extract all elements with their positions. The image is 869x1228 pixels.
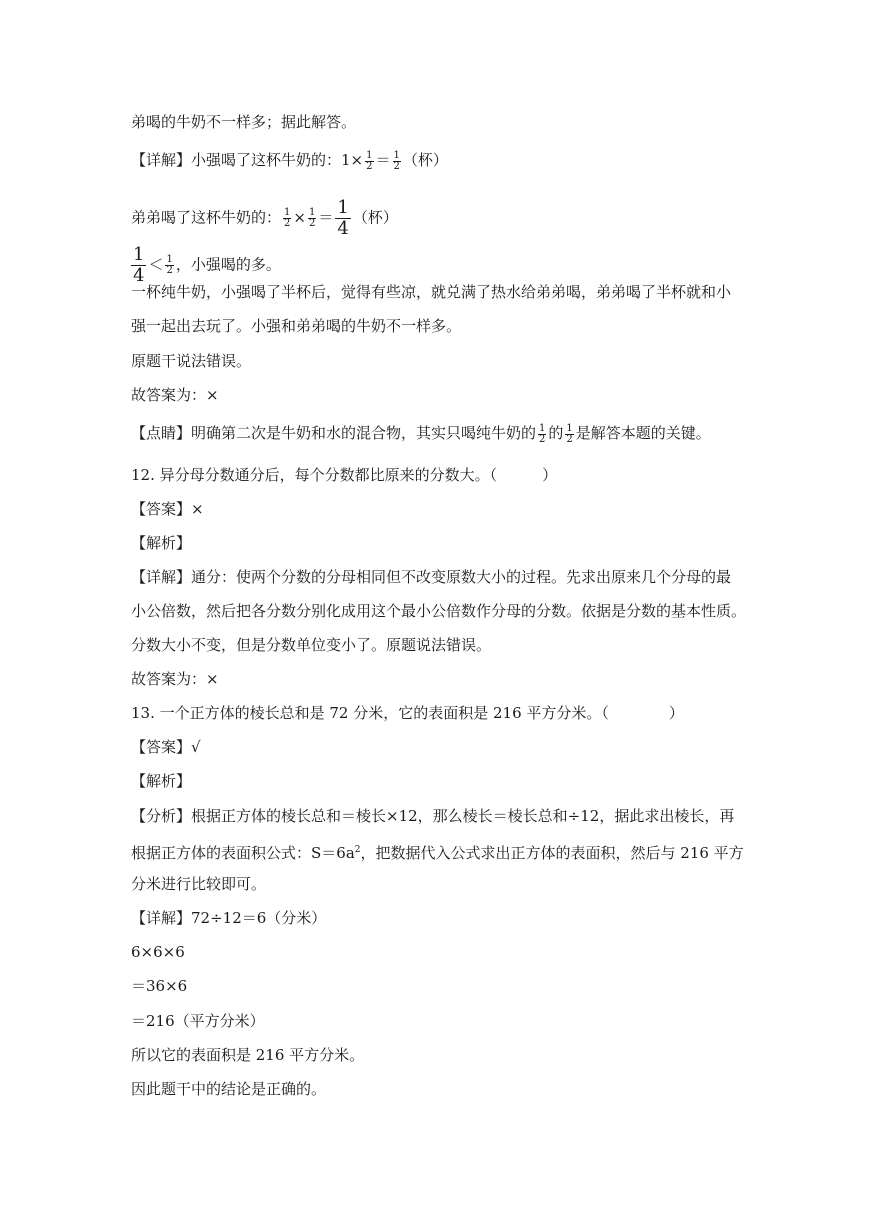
question-12-answer: 【答案】× [131, 500, 204, 518]
text: 根据正方体的表面积公式：S＝6a [131, 844, 355, 862]
fraction-half: $\frac{1}{2}$ [393, 149, 400, 172]
fraction-quarter: $\frac{1}{4}$ [133, 244, 145, 286]
fraction-half: $\frac{1}{2}$ [566, 422, 573, 445]
question-13-detail: 6×6×6 [131, 943, 185, 961]
text-line: 原题干说法错误。 [131, 352, 252, 370]
fraction-half: $\frac{1}{2}$ [308, 207, 316, 229]
question-13-title: 13. 一个正方体的棱长总和是 72 分米，它的表面积是 216 平方分米。（ ） [131, 704, 684, 722]
question-13-analysis: 分米进行比较即可。 [131, 875, 267, 893]
text: 是解答本题的关键。 [575, 424, 711, 442]
question-12-title: 12. 异分母分数通分后，每个分数都比原来的分数大。（ ） [131, 466, 558, 484]
less-than: ＜ [148, 255, 164, 274]
question-13-detail: ＝36×6 [131, 977, 188, 995]
fraction-half: $\frac{1}{2}$ [539, 422, 546, 445]
question-12-detail: 分数大小不变，但是分数单位变小了。原题说法错误。 [131, 636, 492, 654]
text-line: 一杯纯牛奶，小强喝了半杯后，觉得有些凉，就兑满了热水给弟弟喝，弟弟喝了半杯就和小 [131, 283, 732, 301]
question-12-detail: 【详解】通分：使两个分数的分母相同但不改变原数大小的过程。先求出原来几个分母的最 [131, 568, 732, 586]
text: 【详解】小强喝了这杯牛奶的：1× [131, 151, 364, 169]
dianjing-line [131, 423, 711, 445]
text: 的 [548, 424, 564, 442]
text-line: 强一起出去玩了。小强和弟弟喝的牛奶不一样多。 [131, 317, 462, 335]
question-13-detail: 所以它的表面积是 216 平方分米。 [131, 1046, 365, 1064]
exponent: 2 [354, 845, 361, 855]
question-13-analysis [131, 840, 744, 863]
question-12-detail: 小公倍数，然后把各分数分别化成用这个最小公倍数作分母的分数。依据是分数的基本性质。 [131, 602, 747, 620]
compare-line [129, 245, 281, 286]
text: 【点睛】明确第二次是牛奶和水的混合物，其实只喝纯牛奶的 [131, 424, 537, 442]
question-12-final: 故答案为：× [131, 670, 219, 688]
fraction-half: $\frac{1}{2}$ [284, 207, 291, 229]
text: ，小强喝的多。 [175, 255, 281, 274]
fraction-half: $\frac{1}{2}$ [166, 254, 173, 276]
question-13-conclusion: 因此题干中的结论是正确的。 [131, 1080, 327, 1098]
question-13-detail: ＝216（平方分米） [131, 1012, 265, 1030]
question-12-jiexi: 【解析】 [131, 534, 192, 552]
text: ，把数据代入公式求出正方体的表面积，然后与 216 平方 [360, 844, 744, 862]
fraction-quarter: $\frac{1}{4}$ [337, 197, 349, 239]
text: 弟弟喝了这杯牛奶的： [131, 208, 282, 227]
question-13-answer: 【答案】√ [131, 738, 201, 756]
text-line: 弟喝的牛奶不一样多；据此解答。 [131, 113, 357, 131]
times: × [293, 208, 306, 227]
equals: ＝ [318, 208, 334, 227]
fraction-half: $\frac{1}{2}$ [366, 149, 373, 172]
detail-line-xiaoqiang [131, 150, 448, 172]
question-13-analysis: 【分析】根据正方体的棱长总和＝棱长×12，那么棱长＝棱长总和÷12，据此求出棱长，再 [131, 807, 735, 825]
question-13-jiexi: 【解析】 [131, 772, 192, 790]
answer-line: 故答案为：× [131, 386, 219, 404]
equals: ＝ [375, 151, 391, 169]
question-13-detail: 【详解】72÷12＝6（分米） [131, 909, 327, 927]
unit: （杯） [352, 208, 398, 227]
detail-line-didi [131, 198, 398, 239]
unit: （杯） [402, 151, 448, 169]
